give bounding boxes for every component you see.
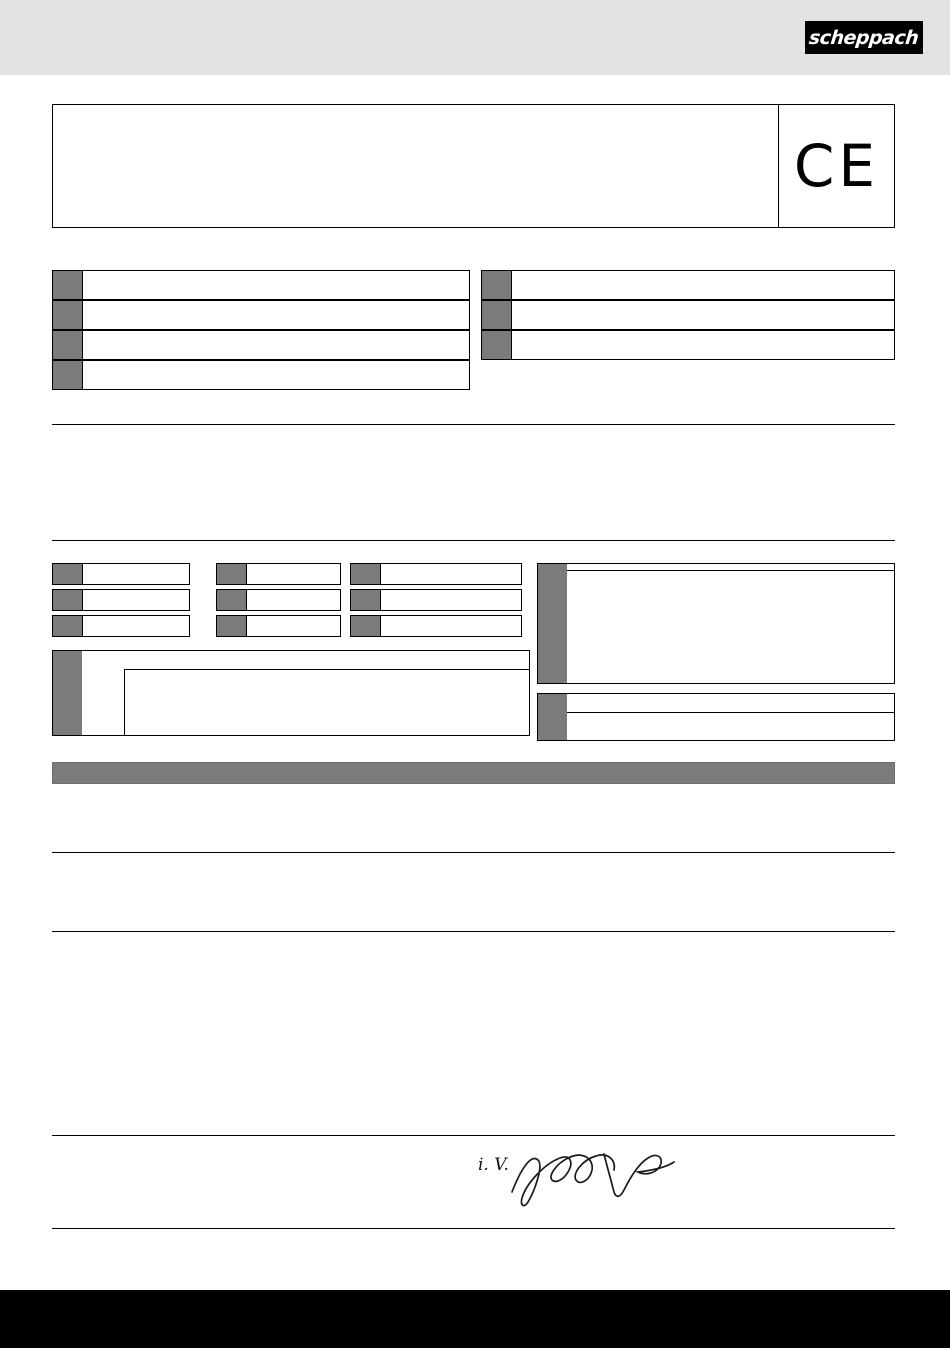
directive-text [82, 615, 190, 637]
directive-flag [350, 615, 380, 637]
ce-icon: CE [793, 132, 880, 200]
table-row [216, 589, 341, 611]
directive-flag [350, 589, 380, 611]
directive-text [246, 615, 341, 637]
certificate-line-1 [567, 694, 894, 713]
language-flag [481, 300, 511, 330]
standards-block [52, 650, 530, 736]
language-flag [52, 270, 82, 300]
directive-flag [216, 563, 246, 585]
table-row [52, 330, 470, 360]
section-bar [52, 762, 895, 784]
divider [52, 852, 895, 853]
directive-flag [350, 563, 380, 585]
directive-text [380, 563, 522, 585]
directive-column-2 [216, 563, 341, 641]
language-text [82, 270, 470, 300]
language-flag [52, 360, 82, 390]
directive-flag [216, 615, 246, 637]
signature-icon [508, 1140, 678, 1210]
footer-band [0, 1290, 950, 1348]
directive-text [246, 589, 341, 611]
notified-body-text [567, 571, 894, 577]
directive-text [380, 589, 522, 611]
directive-flag [52, 615, 82, 637]
divider [52, 931, 895, 932]
paragraph-3 [52, 862, 895, 922]
certificate-body [567, 693, 895, 741]
table-row [216, 563, 341, 585]
divider [52, 424, 895, 425]
table-row [350, 563, 522, 585]
table-row [216, 615, 341, 637]
language-text [82, 330, 470, 360]
directive-column-1 [52, 563, 190, 641]
certificate-line-2 [567, 713, 894, 717]
table-row [350, 615, 522, 637]
scheppach-logo [805, 21, 923, 54]
table-row [537, 693, 895, 741]
language-flag [481, 270, 511, 300]
table-row [52, 300, 470, 330]
directive-flag [52, 589, 82, 611]
table-row [537, 563, 895, 684]
intro-paragraph [52, 432, 895, 532]
divider [52, 1135, 895, 1136]
language-text [511, 270, 895, 300]
table-row [52, 615, 190, 637]
table-row [52, 563, 190, 585]
scheppach-logo-text: scheppach [808, 26, 920, 49]
directive-flag [216, 589, 246, 611]
directive-text [380, 615, 522, 637]
directive-text [82, 563, 190, 585]
table-row [481, 300, 895, 330]
language-text [511, 300, 895, 330]
standards-sub-text [124, 669, 529, 735]
divider [52, 540, 895, 541]
directive-text [246, 563, 341, 585]
table-row [52, 360, 470, 390]
ce-mark-box [779, 104, 895, 228]
table-row [481, 270, 895, 300]
notified-body-body [567, 563, 895, 684]
language-text [82, 300, 470, 330]
standards-body [82, 650, 530, 736]
language-flag [52, 330, 82, 360]
notified-body-block [537, 563, 895, 741]
table-row [481, 330, 895, 360]
table-row [52, 589, 190, 611]
certificate-flag [537, 693, 567, 741]
directive-column-3 [350, 563, 522, 641]
table-row [350, 589, 522, 611]
directive-flag [52, 563, 82, 585]
notified-body-flag [537, 563, 567, 684]
declaration-language-list-left [52, 270, 470, 390]
standards-label [82, 651, 529, 657]
paragraph-4 [52, 942, 895, 1122]
standards-flag [52, 650, 82, 736]
declaration-title-box [52, 104, 779, 228]
language-text [511, 330, 895, 360]
language-flag [52, 300, 82, 330]
language-flag [481, 330, 511, 360]
language-text [82, 360, 470, 390]
signature-prefix: i. V. [478, 1155, 509, 1175]
divider [52, 1228, 895, 1229]
notified-body-line [567, 564, 894, 571]
directive-text [82, 589, 190, 611]
table-row [52, 650, 530, 736]
table-row [52, 270, 470, 300]
declaration-language-list-right [481, 270, 895, 360]
paragraph-2 [52, 795, 895, 845]
